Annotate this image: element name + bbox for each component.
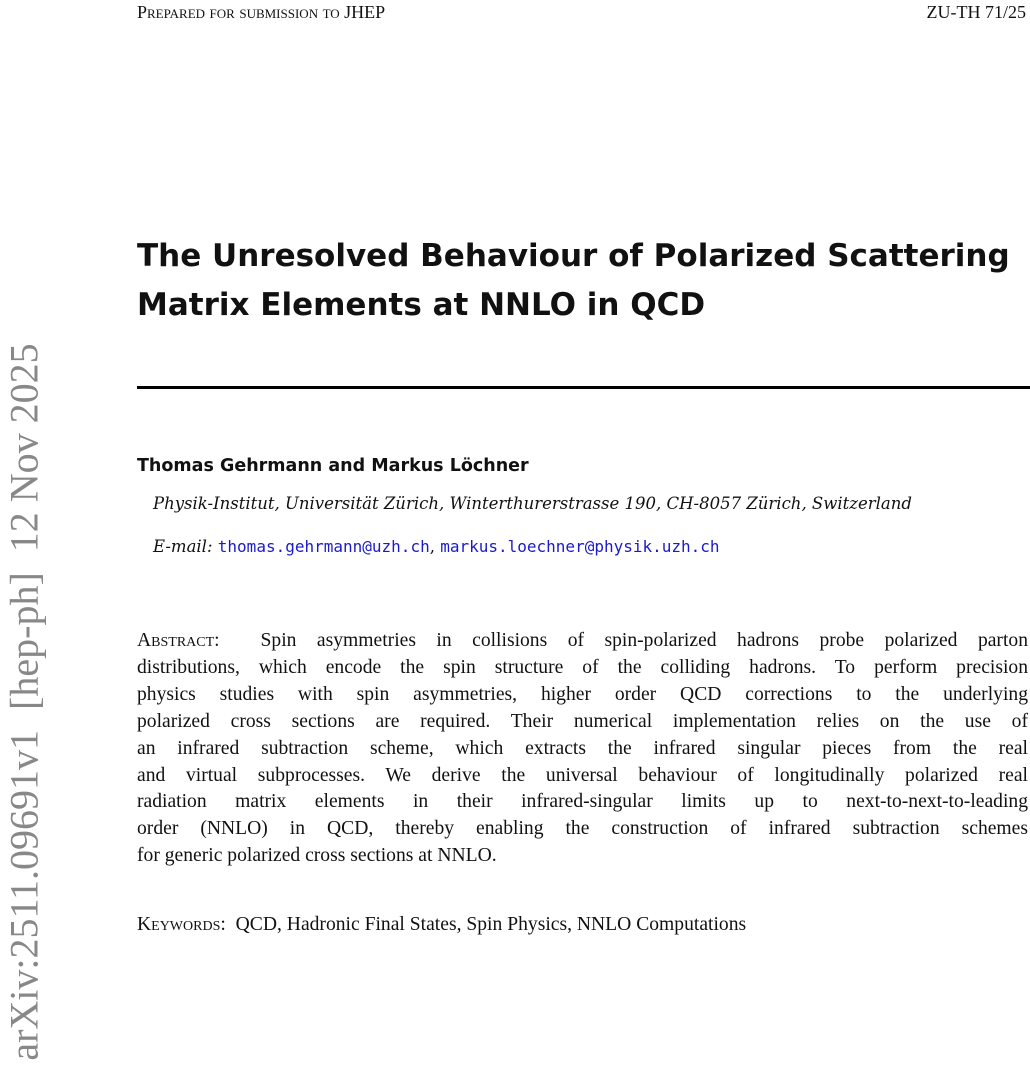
- keywords-text: QCD, Hadronic Final States, Spin Physics, NNLO Computations: [235, 914, 747, 935]
- abstract-line: for generic polarized cross sections at NNLO.: [137, 845, 497, 867]
- keywords-label: Keywords:: [137, 914, 226, 935]
- abstract-line: and virtual subprocesses. We derive the universal behaviour of longitudinally polarized real: [137, 764, 1028, 786]
- abstract-line: order (NNLO) in QCD, thereby enabling the construction of infrared subtraction schemes: [137, 818, 1028, 840]
- email-label: E-mail:: [153, 537, 213, 556]
- abstract-line: physics studies with spin asymmetries, higher order QCD corrections to the underlying: [137, 683, 1028, 705]
- email-line: [153, 537, 720, 556]
- email-link-gehrmann[interactable]: thomas.gehrmann@uzh.ch: [217, 537, 430, 556]
- abstract-text: Spin asymmetries in collisions of spin-polarized hadrons probe polarized parton: [260, 630, 1028, 651]
- abstract-line: radiation matrix elements in their infrared-singular limits up to next-to-next-to-leading: [137, 791, 1028, 813]
- abstract-line: polarized cross sections are required. Their numerical implementation relies on the use of: [137, 710, 1028, 732]
- title-line: The Unresolved Behaviour of Polarized Scattering: [137, 238, 1010, 274]
- abstract-label: Abstract:: [137, 630, 220, 651]
- email-link-loechner[interactable]: markus.loechner@physik.uzh.ch: [440, 537, 720, 556]
- paper-title: [137, 232, 1017, 330]
- email-separator: ,: [429, 537, 435, 556]
- affiliation: Physik-Institut, Universität Zürich, Winterthurerstrasse 190, CH-8057 Zürich, Switzerland: [153, 494, 912, 513]
- preprint-number: ZU-TH 71/25: [926, 2, 1026, 22]
- arxiv-stamp: arXiv:2511.09691v1 [hep-ph] 12 Nov 2025: [1, 343, 47, 1061]
- journal-header: Prepared for submission to JHEP: [137, 2, 386, 22]
- authors: Thomas Gehrmann and Markus Löchner: [137, 456, 529, 476]
- abstract-line: distributions, which encode the spin structure of the colliding hadrons. To perform precision: [137, 656, 1028, 678]
- abstract: [137, 628, 1028, 870]
- title-rule: [137, 386, 1030, 389]
- abstract-line: an infrared subtraction scheme, which extracts the infrared singular pieces from the real: [137, 737, 1028, 759]
- abstract-line: [137, 628, 1028, 655]
- title-line: Matrix Elements at NNLO in QCD: [137, 287, 706, 323]
- keywords: [137, 914, 746, 936]
